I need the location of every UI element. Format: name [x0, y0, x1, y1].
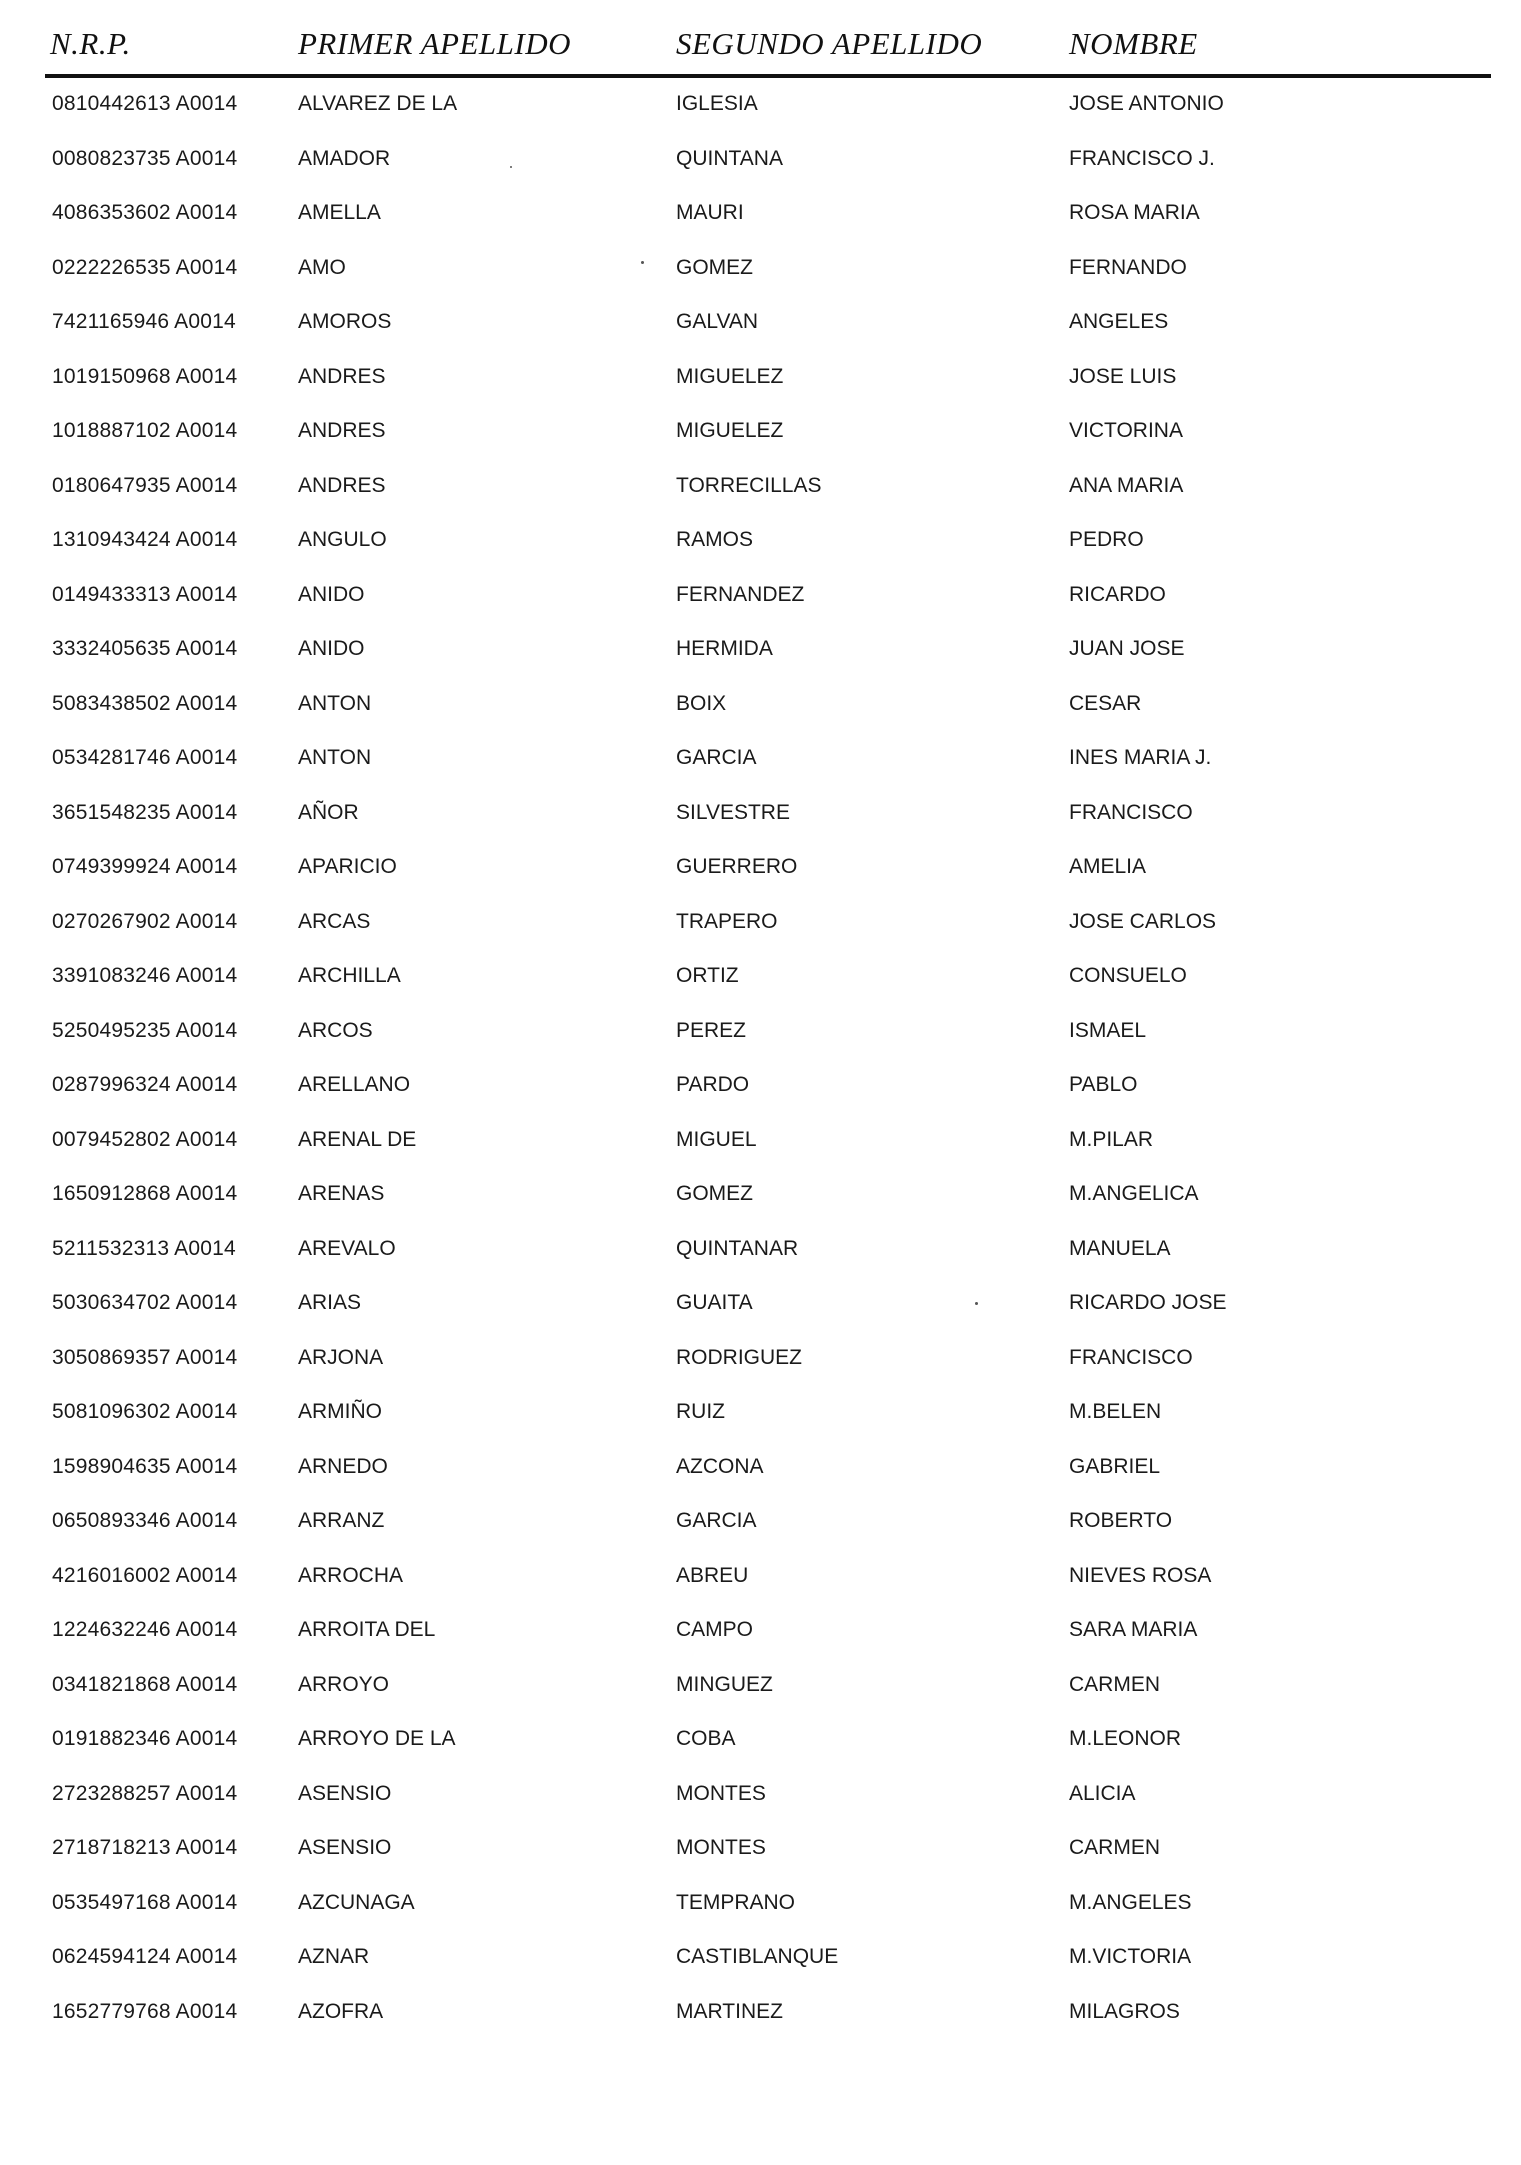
table-row: [0, 1225, 1521, 1280]
cell-nrp: 1224632246 A0014: [52, 1618, 238, 1641]
cell-primer-apellido: AMO: [298, 255, 346, 279]
cell-primer-apellido: ANDRES: [298, 419, 386, 442]
cell-nombre: PEDRO: [1069, 528, 1144, 551]
cell-nombre: CARMEN: [1069, 1672, 1161, 1696]
cell-primer-apellido: AZCUNAGA: [298, 1890, 415, 1914]
table-row: [0, 625, 1521, 680]
cell-nrp: 2718718213 A0014: [52, 1836, 238, 1859]
cell-segundo-apellido: MIGUEL: [676, 1127, 757, 1151]
cell-nrp: 1018887102 A0014: [52, 419, 238, 442]
header-segundo-apellido: SEGUNDO APELLIDO: [676, 26, 983, 61]
cell-nombre: ISMAEL: [1069, 1018, 1147, 1042]
cell-nrp: 0624594124 A0014: [52, 1945, 238, 1968]
cell-segundo-apellido: MIGUELEZ: [676, 419, 784, 442]
cell-segundo-apellido: CAMPO: [676, 1618, 754, 1641]
table-header: [0, 26, 1521, 74]
cell-primer-apellido: ARELLANO: [298, 1073, 411, 1096]
cell-primer-apellido: ANDRES: [298, 473, 386, 497]
cell-primer-apellido: ANTON: [298, 691, 372, 715]
cell-segundo-apellido: MARTINEZ: [676, 1999, 783, 2023]
cell-nrp: 0749399924 A0014: [52, 855, 238, 878]
table-row: [0, 898, 1521, 953]
cell-primer-apellido: ANTON: [298, 746, 372, 769]
scan-speck: [975, 1302, 978, 1305]
cell-nrp: 0650893346 A0014: [52, 1509, 238, 1532]
table-row: [0, 1170, 1521, 1225]
cell-nombre: NIEVES ROSA: [1069, 1563, 1212, 1587]
cell-nombre: JOSE ANTONIO: [1069, 92, 1224, 115]
cell-nombre: M.ANGELICA: [1069, 1182, 1199, 1205]
cell-nrp: 3651548235 A0014: [52, 800, 238, 824]
cell-primer-apellido: ARROITA DEL: [298, 1618, 436, 1641]
cell-primer-apellido: APARICIO: [298, 855, 397, 878]
cell-nombre: JOSE LUIS: [1069, 364, 1177, 388]
cell-segundo-apellido: GALVAN: [676, 310, 759, 333]
cell-primer-apellido: ARJONA: [298, 1345, 384, 1369]
table-row: [0, 1279, 1521, 1334]
cell-segundo-apellido: COBA: [676, 1727, 736, 1750]
table-row: [0, 135, 1521, 190]
cell-segundo-apellido: ORTIZ: [676, 964, 739, 987]
scan-speck: [510, 166, 512, 168]
cell-nrp: 5030634702 A0014: [52, 1291, 238, 1314]
cell-nombre: ANGELES: [1069, 310, 1169, 333]
header-primer-apellido: PRIMER APELLIDO: [298, 26, 571, 61]
cell-segundo-apellido: GARCIA: [676, 1509, 757, 1532]
cell-nrp: 1598904635 A0014: [52, 1454, 238, 1478]
cell-nombre: AMELIA: [1069, 855, 1147, 878]
scan-speck: [641, 261, 644, 264]
table-row: [0, 80, 1521, 135]
table-row: [0, 1933, 1521, 1988]
table-row: [0, 1824, 1521, 1879]
cell-primer-apellido: ANDRES: [298, 364, 386, 388]
cell-primer-apellido: AZNAR: [298, 1945, 370, 1968]
header-divider: [45, 74, 1491, 78]
cell-nrp: 5083438502 A0014: [52, 691, 238, 715]
cell-nombre: ROSA MARIA: [1069, 201, 1200, 224]
table-row: [0, 571, 1521, 626]
table-row: [0, 1552, 1521, 1607]
cell-nrp: 3050869357 A0014: [52, 1345, 238, 1369]
cell-primer-apellido: ARROCHA: [298, 1563, 404, 1587]
cell-primer-apellido: ANIDO: [298, 637, 365, 660]
cell-segundo-apellido: MINGUEZ: [676, 1672, 773, 1696]
table-row: [0, 353, 1521, 408]
cell-nombre: MANUELA: [1069, 1236, 1171, 1260]
table-row: [0, 298, 1521, 353]
header-nrp: N.R.P.: [50, 26, 131, 61]
cell-primer-apellido: ARRANZ: [298, 1509, 385, 1532]
cell-nrp: 0080823735 A0014: [52, 146, 238, 170]
table-row: [0, 1007, 1521, 1062]
cell-nombre: FRANCISCO: [1069, 1345, 1193, 1369]
cell-segundo-apellido: BOIX: [676, 691, 727, 715]
cell-primer-apellido: AMADOR: [298, 146, 391, 170]
cell-segundo-apellido: ABREU: [676, 1563, 749, 1587]
cell-segundo-apellido: TRAPERO: [676, 909, 778, 933]
cell-segundo-apellido: PARDO: [676, 1073, 750, 1096]
cell-nombre: M.ANGELES: [1069, 1890, 1192, 1914]
cell-primer-apellido: ALVAREZ DE LA: [298, 92, 458, 115]
cell-nombre: RICARDO JOSE: [1069, 1291, 1227, 1314]
table-row: [0, 462, 1521, 517]
table-row: [0, 843, 1521, 898]
cell-segundo-apellido: QUINTANAR: [676, 1236, 799, 1260]
cell-nrp: 1310943424 A0014: [52, 528, 238, 551]
cell-nombre: MILAGROS: [1069, 1999, 1180, 2023]
cell-primer-apellido: ARCAS: [298, 909, 371, 933]
cell-primer-apellido: ASENSIO: [298, 1781, 392, 1805]
table-body: [0, 80, 1521, 2042]
cell-nrp: 0810442613 A0014: [52, 92, 238, 115]
cell-primer-apellido: ARCHILLA: [298, 964, 401, 987]
cell-primer-apellido: AREVALO: [298, 1236, 396, 1260]
table-row: [0, 1334, 1521, 1389]
cell-segundo-apellido: SILVESTRE: [676, 800, 790, 824]
cell-nrp: 2723288257 A0014: [52, 1781, 238, 1805]
table-row: [0, 1061, 1521, 1116]
cell-nombre: SARA MARIA: [1069, 1618, 1198, 1641]
table-row: [0, 516, 1521, 571]
cell-primer-apellido: AMOROS: [298, 310, 392, 333]
cell-nombre: FERNANDO: [1069, 255, 1187, 279]
cell-nombre: ALICIA: [1069, 1781, 1136, 1805]
cell-segundo-apellido: CASTIBLANQUE: [676, 1945, 839, 1968]
cell-nombre: CESAR: [1069, 691, 1142, 715]
cell-nombre: M.PILAR: [1069, 1127, 1154, 1151]
cell-primer-apellido: ARCOS: [298, 1018, 373, 1042]
cell-segundo-apellido: GOMEZ: [676, 1182, 753, 1205]
cell-segundo-apellido: MIGUELEZ: [676, 364, 784, 388]
cell-nombre: JOSE CARLOS: [1069, 909, 1217, 933]
cell-primer-apellido: ARMIÑO: [298, 1400, 382, 1423]
cell-segundo-apellido: QUINTANA: [676, 146, 783, 170]
cell-primer-apellido: AÑOR: [298, 800, 359, 824]
cell-nrp: 3332405635 A0014: [52, 637, 238, 660]
cell-nrp: 0079452802 A0014: [52, 1127, 238, 1151]
cell-nombre: FRANCISCO: [1069, 800, 1193, 824]
cell-nrp: 0180647935 A0014: [52, 473, 238, 497]
table-row: [0, 1770, 1521, 1825]
table-row: [0, 1661, 1521, 1716]
cell-nrp: 1650912868 A0014: [52, 1182, 238, 1205]
cell-segundo-apellido: GARCIA: [676, 746, 757, 769]
cell-segundo-apellido: FERNANDEZ: [676, 582, 805, 606]
cell-nrp: 4216016002 A0014: [52, 1563, 238, 1587]
cell-segundo-apellido: RUIZ: [676, 1400, 725, 1423]
cell-nombre: M.VICTORIA: [1069, 1945, 1192, 1968]
table-row: [0, 952, 1521, 1007]
cell-nrp: 0341821868 A0014: [52, 1672, 238, 1696]
cell-primer-apellido: ASENSIO: [298, 1836, 392, 1859]
table-row: [0, 1988, 1521, 2043]
cell-nombre: PABLO: [1069, 1073, 1138, 1096]
cell-primer-apellido: AZOFRA: [298, 1999, 384, 2023]
table-row: [0, 1116, 1521, 1171]
cell-nrp: 0270267902 A0014: [52, 909, 238, 933]
cell-nrp: 0191882346 A0014: [52, 1727, 238, 1750]
table-row: [0, 1443, 1521, 1498]
cell-primer-apellido: AMELLA: [298, 201, 381, 224]
cell-nombre: M.BELEN: [1069, 1400, 1162, 1423]
table-row: [0, 1879, 1521, 1934]
cell-segundo-apellido: GUAITA: [676, 1291, 753, 1314]
cell-primer-apellido: ARENAL DE: [298, 1127, 417, 1151]
cell-primer-apellido: ARNEDO: [298, 1454, 388, 1478]
cell-nrp: 4086353602 A0014: [52, 201, 238, 224]
cell-nrp: 5250495235 A0014: [52, 1018, 238, 1042]
cell-segundo-apellido: IGLESIA: [676, 92, 758, 115]
table-row: [0, 1388, 1521, 1443]
cell-segundo-apellido: TORRECILLAS: [676, 473, 822, 497]
cell-primer-apellido: ANIDO: [298, 582, 365, 606]
table-row: [0, 189, 1521, 244]
cell-nrp: 5211532313 A0014: [52, 1236, 236, 1260]
cell-segundo-apellido: MAURI: [676, 201, 744, 224]
cell-segundo-apellido: RAMOS: [676, 528, 754, 551]
table-row: [0, 680, 1521, 735]
table-row: [0, 1715, 1521, 1770]
table-row: [0, 734, 1521, 789]
header-nombre: NOMBRE: [1069, 26, 1198, 61]
cell-nombre: ROBERTO: [1069, 1509, 1173, 1532]
cell-nombre: CONSUELO: [1069, 964, 1187, 987]
table-row: [0, 1606, 1521, 1661]
cell-nrp: 1019150968 A0014: [52, 364, 238, 388]
cell-segundo-apellido: GOMEZ: [676, 255, 753, 279]
cell-nrp: 3391083246 A0014: [52, 964, 238, 987]
cell-nombre: CARMEN: [1069, 1836, 1161, 1859]
cell-segundo-apellido: PEREZ: [676, 1018, 747, 1042]
cell-primer-apellido: ANGULO: [298, 528, 387, 551]
cell-nombre: VICTORINA: [1069, 419, 1183, 442]
cell-nombre: INES MARIA J.: [1069, 746, 1212, 769]
table-row: [0, 244, 1521, 299]
cell-nrp: 5081096302 A0014: [52, 1400, 238, 1423]
table-row: [0, 407, 1521, 462]
cell-segundo-apellido: HERMIDA: [676, 637, 773, 660]
cell-nombre: RICARDO: [1069, 582, 1166, 606]
cell-nombre: FRANCISCO J.: [1069, 146, 1215, 170]
cell-nombre: JUAN JOSE: [1069, 637, 1185, 660]
cell-segundo-apellido: TEMPRANO: [676, 1890, 796, 1914]
cell-nrp: 0535497168 A0014: [52, 1890, 238, 1914]
cell-nrp: 1652779768 A0014: [52, 1999, 238, 2023]
cell-nrp: 0534281746 A0014: [52, 746, 238, 769]
cell-segundo-apellido: MONTES: [676, 1836, 766, 1859]
cell-nrp: 0287996324 A0014: [52, 1073, 238, 1096]
cell-nombre: M.LEONOR: [1069, 1727, 1182, 1750]
cell-segundo-apellido: RODRIGUEZ: [676, 1345, 802, 1369]
cell-nrp: 0222226535 A0014: [52, 255, 238, 279]
cell-segundo-apellido: AZCONA: [676, 1454, 764, 1478]
cell-nrp: 0149433313 A0014: [52, 582, 238, 606]
table-row: [0, 1497, 1521, 1552]
cell-primer-apellido: ARENAS: [298, 1182, 385, 1205]
cell-primer-apellido: ARIAS: [298, 1291, 362, 1314]
cell-nombre: ANA MARIA: [1069, 473, 1184, 497]
cell-nrp: 7421165946 A0014: [52, 310, 236, 333]
cell-segundo-apellido: GUERRERO: [676, 855, 798, 878]
cell-primer-apellido: ARROYO DE LA: [298, 1727, 456, 1750]
table-row: [0, 789, 1521, 844]
cell-nombre: GABRIEL: [1069, 1454, 1161, 1478]
cell-segundo-apellido: MONTES: [676, 1781, 766, 1805]
cell-primer-apellido: ARROYO: [298, 1672, 390, 1696]
